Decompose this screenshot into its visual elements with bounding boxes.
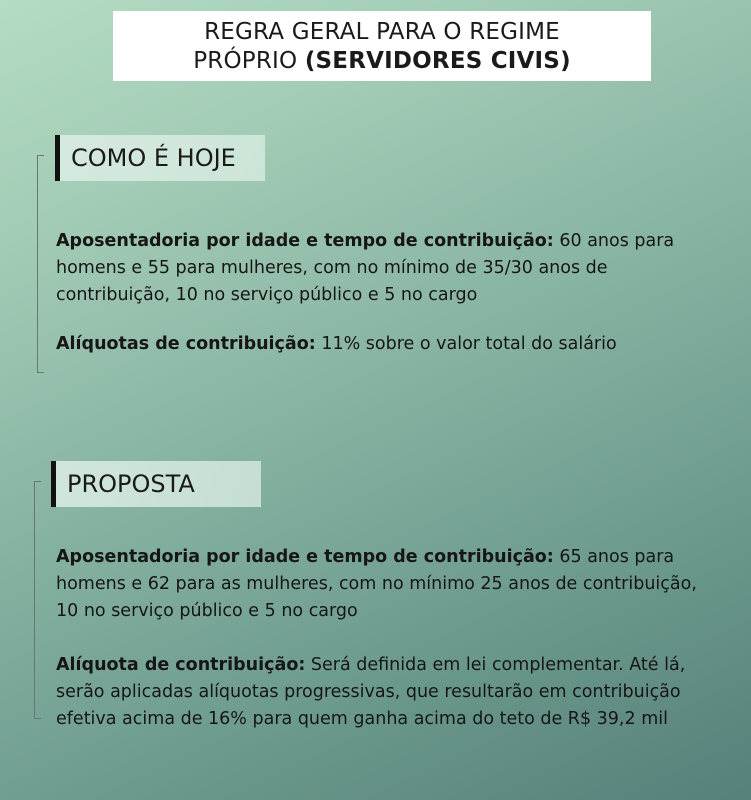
hoje-aposentadoria-paragraph [56,228,716,309]
hoje-aposentadoria-text: 60 anos para homens e 55 para mulheres, com no mínimo de 35/30 anos de contribuição, 10 no serviço público e 5 no cargo [56,231,675,305]
title-line-2 [113,47,651,76]
proposta-aposentadoria-paragraph [56,544,716,625]
section-header-hoje [55,135,265,181]
title-line-1: REGRA GERAL PARA O REGIME [204,19,560,45]
section-header-hoje-label: COMO É HOJE [71,144,236,172]
hoje-aposentadoria-label: Aposentadoria por idade e tempo de contribuição: [56,231,554,251]
proposta-aposentadoria-text: 65 anos para homens e 62 para as mulheres, com no mínimo 25 anos de contribuição, 10 no serviço público e 5 no cargo [56,547,697,621]
section-bracket-hoje [37,155,44,373]
proposta-aliquota-text: Será definida em lei complementar. Até lá, serão aplicadas alíquotas progressivas, que resultarão em contribuição efetiva acima de 16% para quem ganha acima do teto de R$ 39,2 mil [56,655,686,729]
hoje-aliquotas-text: 11% sobre o valor total do salário [315,334,617,354]
title-line-2-bold: (SERVIDORES CIVIS) [304,48,571,74]
section-header-proposta-label: PROPOSTA [67,470,195,498]
title-line-2-prefix: PRÓPRIO [193,48,305,74]
proposta-aliquota-label: Alíquota de contribuição: [56,655,306,675]
title-box [113,11,651,81]
proposta-aliquota-paragraph [56,652,716,733]
section-header-proposta [51,461,261,507]
section-bracket-proposta [34,481,41,719]
hoje-aliquotas-paragraph [56,331,716,358]
proposta-aposentadoria-label: Aposentadoria por idade e tempo de contribuição: [56,547,554,567]
hoje-aliquotas-label: Alíquotas de contribuição: [56,334,316,354]
